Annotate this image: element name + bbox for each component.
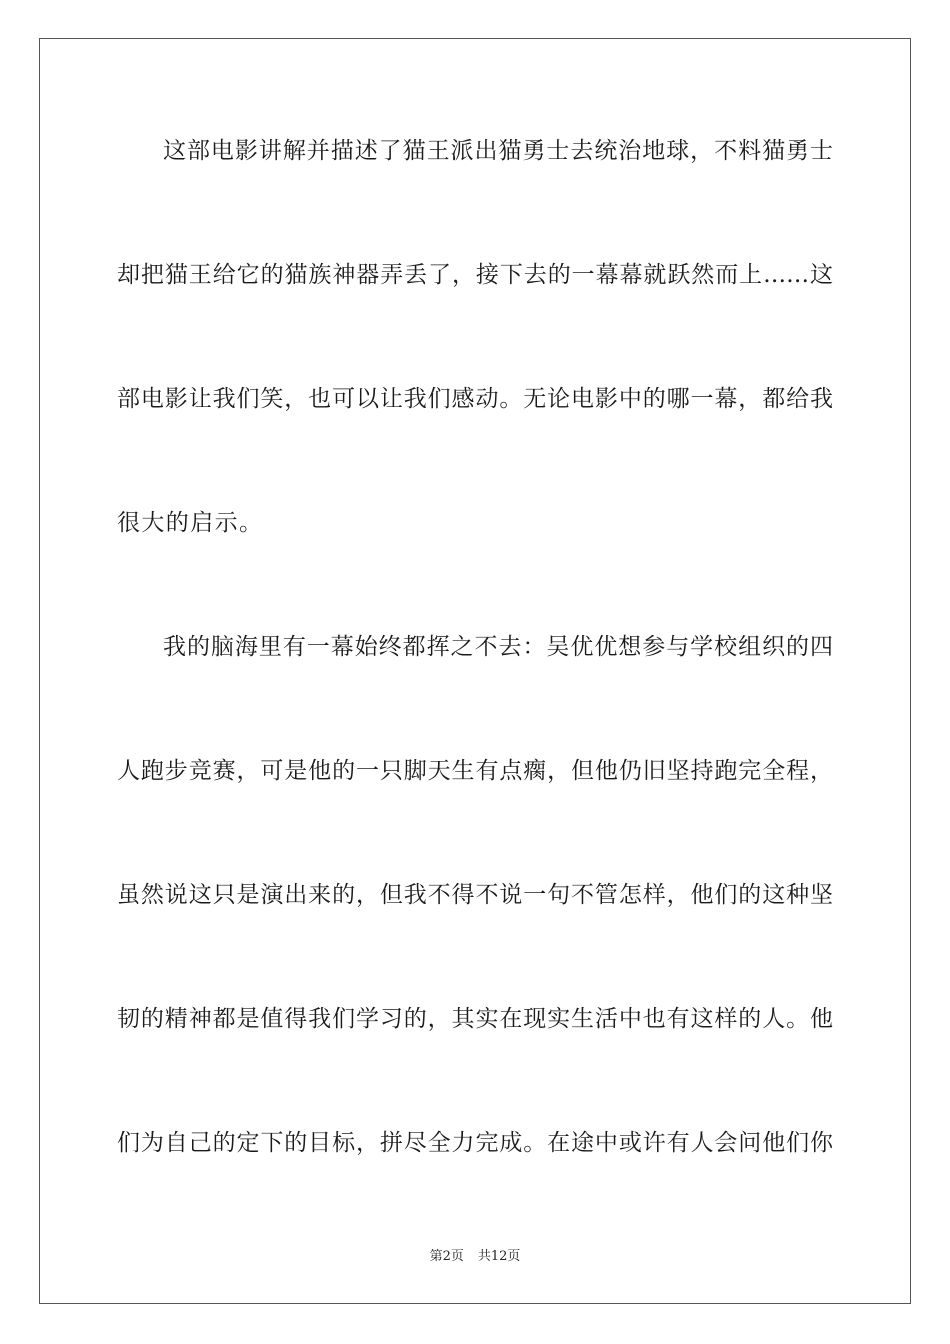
page-number: 第2页 [429,1249,464,1264]
paragraph-2-line-5: 们为自己的定下的目标，拼尽全力完成。在途中或许有人会问他们你 [117,1130,833,1156]
paragraph-2-line-4: 韧的精神都是值得我们学习的，其实在现实生活中也有这样的人。他 [117,1006,833,1032]
page-total: 共12页 [477,1249,521,1264]
paragraph-1-line-3: 部电影让我们笑，也可以让我们感动。无论电影中的哪一幕，都给我 [117,386,833,412]
paragraph-2-line-3: 虽然说这只是演出来的，但我不得不说一句不管怎样，他们的这种坚 [117,882,833,908]
paragraph-1-line-2: 却把猫王给它的猫族神器弄丢了，接下去的一幕幕就跃然而上……这 [117,262,833,288]
page-footer [0,1248,950,1266]
paragraph-1-line-4: 很大的启示。 [117,510,264,536]
paragraph-2-line-1: 我的脑海里有一幕始终都挥之不去：吴优优想参与学校组织的四 [163,634,833,660]
paragraph-1-line-1: 这部电影讲解并描述了猫王派出猫勇士去统治地球，不料猫勇士 [163,138,833,164]
paragraph-2-line-2: 人跑步竞赛，可是他的一只脚天生有点瘸，但他仍旧坚持跑完全程， [117,758,833,784]
page-border [39,38,911,1304]
